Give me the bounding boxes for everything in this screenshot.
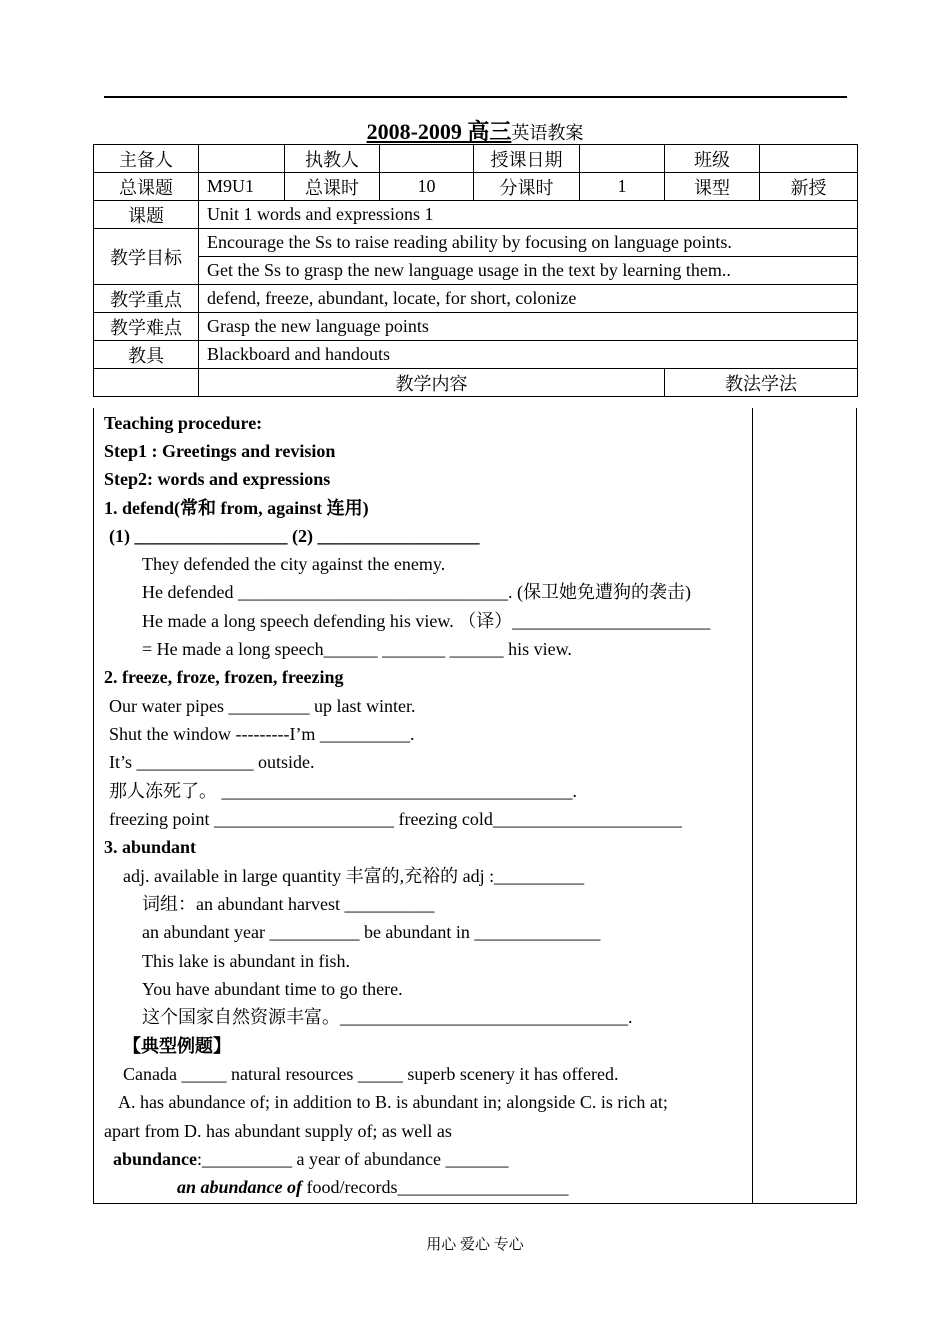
label-key-points: 教学重点 (94, 285, 199, 313)
value-class (760, 145, 858, 173)
label-topic: 课题 (94, 201, 199, 229)
abundant-example-2: You have abundant time to go there. (142, 979, 403, 999)
empty-cell (94, 369, 199, 397)
defend-exercise-1: He defended ______________________________. (保卫她免遭狗的袭击) (142, 582, 691, 602)
document-title (0, 115, 950, 146)
table-row (94, 173, 858, 201)
abundance-rest: :__________ a year of abundance _______ (197, 1149, 509, 1169)
top-rule (104, 96, 847, 98)
value-period: 1 (580, 173, 665, 201)
value-topic: Unit 1 words and expressions 1 (199, 201, 858, 229)
defend-blanks: (1) _________________ (2) __________________ (109, 526, 480, 546)
label-period: 分课时 (474, 173, 580, 201)
table-row (94, 341, 858, 369)
step2-heading: Step2: words and expressions (104, 469, 331, 489)
table-row (94, 145, 858, 173)
value-key-points: defend, freeze, abundant, locate, for short, colonize (199, 285, 858, 313)
label-teacher: 执教人 (285, 145, 380, 173)
freeze-exercise-3: It’s _____________ outside. (109, 752, 315, 772)
value-date (580, 145, 665, 173)
value-total-periods: 10 (380, 173, 474, 201)
value-difficult-points: Grasp the new language points (199, 313, 858, 341)
title-subject: 英语教案 (511, 123, 584, 143)
teaching-content-area (93, 408, 857, 1204)
abundant-definition: adj. available in large quantity 丰富的,充裕的 adj :__________ (123, 866, 585, 886)
abundant-phrase-2: an abundant year __________ be abundant in ______________ (142, 922, 601, 942)
abundant-phrase-1: 词组：an abundant harvest __________ (142, 894, 435, 914)
item-freeze-heading: 2. freeze, froze, frozen, freezing (104, 667, 344, 687)
typical-example-question: Canada _____ natural resources _____ superb scenery it has offered. (123, 1064, 619, 1084)
label-main-topic: 总课题 (94, 173, 199, 201)
typical-example-options-2: apart from D. has abundant supply of; as well as (104, 1121, 452, 1141)
abundance-line (113, 1148, 508, 1170)
freeze-exercise-4: 那人冻死了。 _______________________________________. (109, 781, 577, 801)
label-class: 班级 (665, 145, 760, 173)
label-total-periods: 总课时 (285, 173, 380, 201)
label-preparer: 主备人 (94, 145, 199, 173)
value-goal-1: Encourage the Ss to raise reading ability by focusing on language points. (199, 229, 858, 257)
lesson-info-table (93, 144, 858, 397)
an-abundance-of-rest: food/records___________________ (302, 1177, 569, 1197)
title-year-grade: 2008-2009 高三 (366, 119, 512, 144)
freeze-exercise-2: Shut the window ---------I’m __________. (109, 724, 415, 744)
label-tools: 教具 (94, 341, 199, 369)
content-column-header: 教学内容 (199, 369, 665, 397)
abundant-example-1: This lake is abundant in fish. (142, 951, 350, 971)
table-row (94, 229, 858, 257)
table-row (94, 201, 858, 229)
step1-heading: Step1 : Greetings and revision (104, 441, 336, 461)
value-goal-2: Get the Ss to grasp the new language usage in the text by learning them.. (199, 257, 858, 285)
value-lesson-type: 新授 (760, 173, 858, 201)
an-abundance-of-line (177, 1176, 568, 1198)
label-lesson-type: 课型 (665, 173, 760, 201)
an-abundance-of-term: an abundance of (177, 1177, 303, 1197)
procedure-heading: Teaching procedure: (104, 413, 263, 433)
defend-exercise-2: He made a long speech defending his view. （译）______________________ (142, 611, 711, 631)
table-row (94, 257, 858, 285)
typical-example-options-1: A. has abundance of; in addition to B. is abundant in; alongside C. is rich at; (118, 1092, 668, 1112)
page-footer: 用心 爱心 专心 (426, 1237, 524, 1253)
item-defend-heading: 1. defend(常和 from, against 连用) (104, 498, 369, 518)
defend-exercise-3: = He made a long speech______ _______ ______ his view. (142, 639, 572, 659)
value-preparer (199, 145, 285, 173)
table-row (94, 285, 858, 313)
column-divider (752, 408, 753, 1203)
defend-example-1: They defended the city against the enemy. (142, 554, 446, 574)
method-column-header: 教法学法 (665, 369, 858, 397)
label-goals: 教学目标 (94, 229, 199, 285)
freeze-exercise-1: Our water pipes _________ up last winter. (109, 696, 416, 716)
abundant-exercise: 这个国家自然资源丰富。________________________________. (142, 1007, 633, 1027)
typical-example-heading: 【典型例题】 (123, 1036, 231, 1056)
label-date: 授课日期 (474, 145, 580, 173)
value-main-topic: M9U1 (199, 173, 285, 201)
label-difficult-points: 教学难点 (94, 313, 199, 341)
value-tools: Blackboard and handouts (199, 341, 858, 369)
table-row (94, 369, 858, 397)
table-row (94, 313, 858, 341)
item-abundant-heading: 3. abundant (104, 837, 197, 857)
value-teacher (380, 145, 474, 173)
freeze-exercise-5: freezing point ____________________ freezing cold_____________________ (109, 809, 682, 829)
abundance-term: abundance (113, 1149, 198, 1169)
